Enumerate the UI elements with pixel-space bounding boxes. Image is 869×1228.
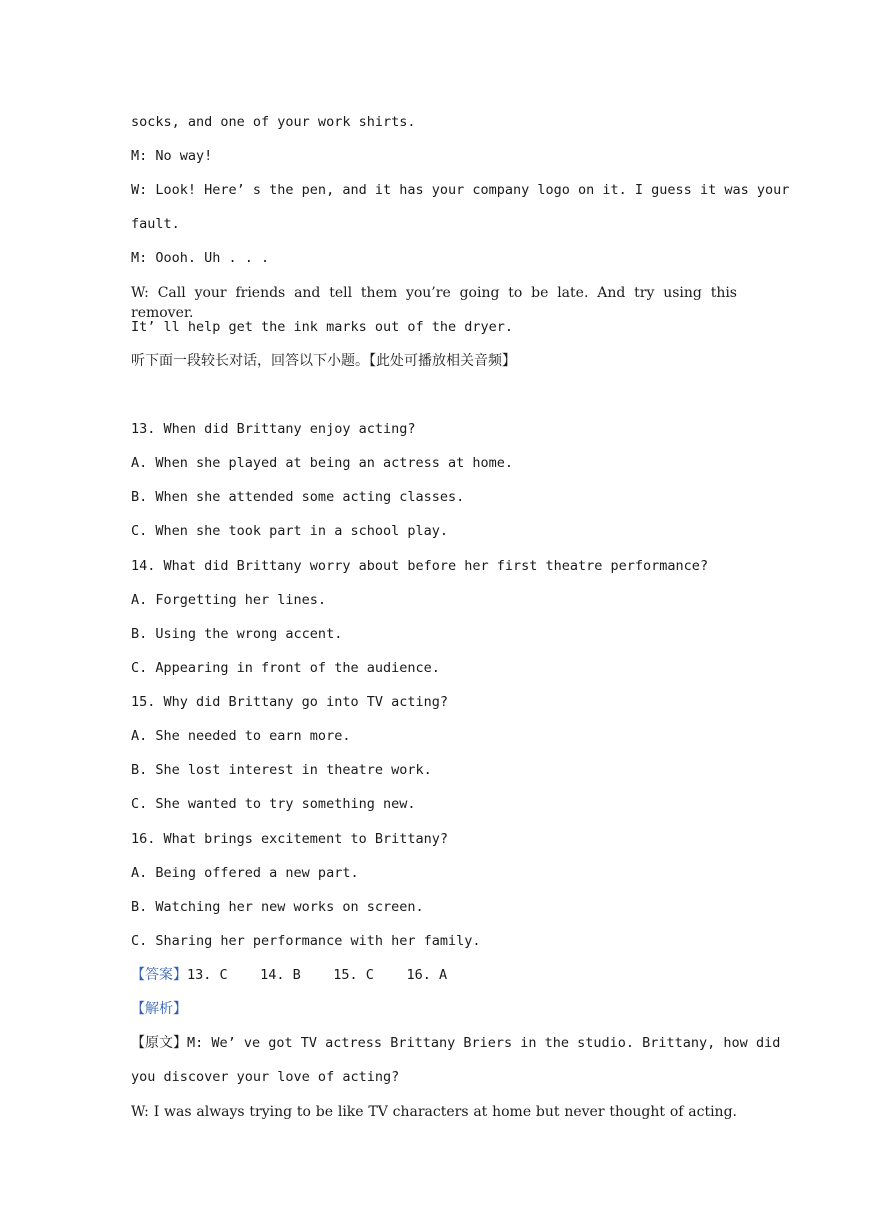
question-stem: 15. Why did Brittany go into TV acting?: [131, 694, 448, 710]
analysis-label: 【解析】: [131, 1001, 187, 1017]
question-option: C. Sharing her performance with her family.: [131, 933, 481, 949]
dialogue-line: M: No way!: [131, 148, 213, 164]
question-option: B. Watching her new works on screen.: [131, 899, 424, 915]
dialogue-line: W: Look! Here’ s the pen, and it has your company logo on it. I guess it was your: [131, 182, 790, 198]
dialogue-line: It’ ll help get the ink marks out of the dryer.: [131, 319, 514, 335]
question-option: A. She needed to earn more.: [131, 728, 351, 744]
dialogue-line: M: Oooh. Uh . . .: [131, 250, 270, 266]
original-label: 【原文】: [131, 1035, 187, 1051]
listening-instruction: 听下面一段较长对话，回答以下小题。【此处可播放相关音频】: [131, 353, 516, 369]
question-option: B. Using the wrong accent.: [131, 626, 343, 642]
question-option: A. Being offered a new part.: [131, 865, 359, 881]
original-line: W: I was always trying to be like TV characters at home but never thought of acting.: [131, 1104, 737, 1120]
question-option: C. Appearing in front of the audience.: [131, 660, 440, 676]
question-option: A. When she played at being an actress at home.: [131, 455, 514, 471]
question-option: C. She wanted to try something new.: [131, 796, 416, 812]
dialogue-line: fault.: [131, 216, 180, 232]
dialogue-line: W: Call your friends and tell them you’re going to be late. And try using this remover.: [131, 285, 737, 321]
question-stem: 14. What did Brittany worry about before her first theatre performance?: [131, 558, 709, 574]
original-line: you discover your love of acting?: [131, 1069, 400, 1085]
dialogue-line: socks, and one of your work shirts.: [131, 114, 416, 130]
original-line: [131, 1033, 781, 1053]
question-option: B. She lost interest in theatre work.: [131, 762, 432, 778]
answer-line: [131, 965, 751, 985]
answer-text: 13. C 14. B 15. C 16. A: [187, 967, 448, 983]
question-option: A. Forgetting her lines.: [131, 592, 327, 608]
question-option: C. When she took part in a school play.: [131, 523, 448, 539]
question-stem: 16. What brings excitement to Brittany?: [131, 831, 448, 847]
original-text: M: We’ ve got TV actress Brittany Briers in the studio. Brittany, how did: [187, 1035, 781, 1051]
question-stem: 13. When did Brittany enjoy acting?: [131, 421, 416, 437]
answer-label: 【答案】: [131, 967, 187, 983]
question-option: B. When she attended some acting classes.: [131, 489, 465, 505]
